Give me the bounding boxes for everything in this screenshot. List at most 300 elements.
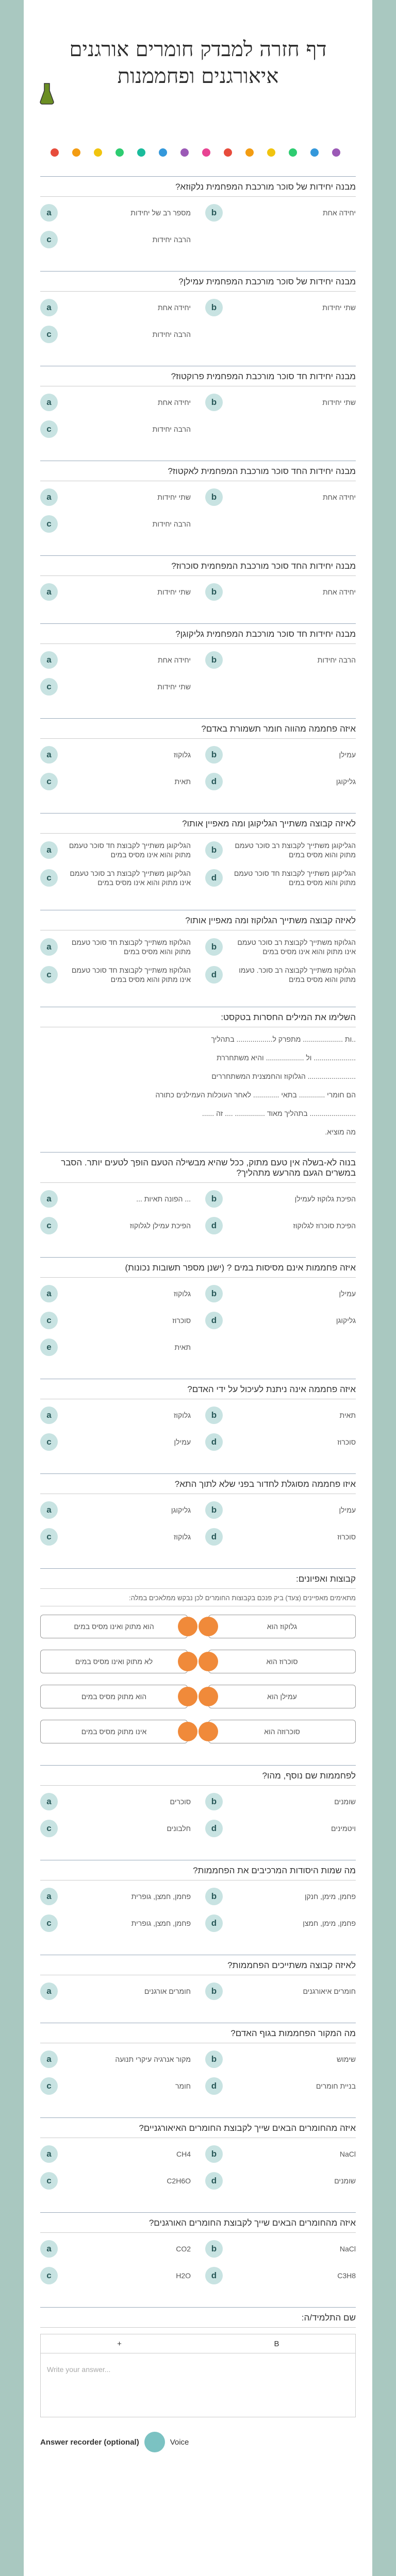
decor-dot (224, 148, 232, 157)
page-title: דף חזרה למבדק חומרים אורגנים איאורגנים ופחממנות (69, 38, 327, 88)
answer-option[interactable] (40, 678, 191, 696)
answer-option[interactable] (205, 1190, 356, 1208)
decor-dot (51, 148, 59, 157)
option-text: חלבונים (167, 1824, 191, 1833)
option-text: H2O (176, 2272, 191, 2280)
answer-option[interactable] (40, 1982, 191, 2000)
option-text: סוכרים (170, 1798, 191, 1806)
matching-grid (40, 1606, 356, 1752)
answer-option[interactable] (205, 1820, 356, 1837)
option-letter[interactable]: a (40, 1888, 58, 1905)
fill-line[interactable]: הם חומרי ............. בתאי ............. לאחר העוכלות העמילנים כתורה (155, 1091, 356, 1099)
option-text: הגלוקוז משתייך לקבוצה רב סוכר. טעמו מתוק והוא מסיס במים (239, 966, 356, 984)
decor-dot (116, 148, 124, 157)
match-handle[interactable] (199, 1652, 218, 1671)
question-title: לאיזה קבוצה משתייך הגלוקוז ומה מאפיין אותו? (40, 910, 356, 930)
option-letter[interactable]: b (205, 1888, 223, 1905)
option-text: סוכרוז (337, 1533, 356, 1541)
option-letter[interactable]: a (40, 2050, 58, 2068)
answer-option[interactable] (40, 1501, 191, 1519)
question-block (40, 2023, 356, 2104)
decor-dot (332, 148, 340, 157)
answer-option[interactable] (40, 746, 191, 764)
option-letter[interactable]: d (205, 1528, 223, 1546)
option-text: שתי יחידות (157, 683, 191, 691)
option-letter[interactable]: b (205, 938, 223, 956)
option-letter[interactable]: c (40, 1312, 58, 1329)
fill-line[interactable]: ........................ הגלוקוז והחמצנית המשתחררים (211, 1072, 356, 1080)
options-grid (40, 1183, 356, 1244)
answer-option[interactable] (40, 869, 191, 887)
answer-option[interactable] (40, 651, 191, 669)
fill-line[interactable]: ....................... בתהליך מאוד ............... .... זה ...... (202, 1109, 356, 1117)
option-letter[interactable]: b (205, 1793, 223, 1810)
question-title: בנוה לא-בשלה אין טעם מתוק, ככל שהיא מבשילה הטעם הופך לטעים יותר. הסבר במשרים הגעם מהרעש מתהליך? (40, 1153, 356, 1183)
answer-option[interactable] (205, 299, 356, 316)
option-text: יחידה אחת (323, 493, 356, 501)
match-handle[interactable] (178, 1687, 197, 1706)
option-text: CO2 (176, 2245, 191, 2253)
options-grid (40, 1399, 356, 1460)
option-text: גליקוגן (336, 777, 356, 786)
question-title: איזה פחממה מהווה חומר תשמורת באדם? (40, 719, 356, 739)
answer-option[interactable] (40, 420, 191, 438)
option-letter[interactable]: c (40, 1820, 58, 1837)
match-left-item[interactable]: לא מתוק ואינו מסיס במים (40, 1650, 188, 1673)
answer-option[interactable] (205, 204, 356, 222)
option-text: גלוקוז (173, 1533, 191, 1541)
option-text: סוכרוז (172, 1316, 191, 1325)
answer-option[interactable] (205, 583, 356, 601)
option-text: חומרים אורגנים (144, 1987, 191, 1995)
option-letter[interactable]: a (40, 1406, 58, 1424)
answer-placeholder[interactable]: Write your answer... (47, 2365, 111, 2374)
option-letter[interactable]: d (205, 1820, 223, 1837)
option-letter[interactable]: c (40, 1433, 58, 1451)
question-block (40, 1257, 356, 1365)
answer-option[interactable] (205, 2267, 356, 2284)
option-text: פחמן, חמצן, גופרית (131, 1892, 191, 1901)
question-title: לאיזה קבוצה משתייך הגליקוגן ומה מאפיין אותו? (40, 814, 356, 834)
answer-option[interactable] (205, 2240, 356, 2258)
answer-option[interactable] (40, 1312, 191, 1329)
answer-option[interactable] (205, 1528, 356, 1546)
option-letter[interactable]: b (205, 2240, 223, 2258)
question-title: מה שמות היסודות המרכיבים את הפחממות? (40, 1860, 356, 1880)
match-right-item[interactable]: סוכרוזה הוא (208, 1720, 356, 1743)
option-letter[interactable]: c (40, 515, 58, 533)
option-letter[interactable]: d (205, 1433, 223, 1451)
question-block (40, 366, 356, 447)
answer-option[interactable] (40, 1217, 191, 1234)
option-letter[interactable]: a (40, 299, 58, 316)
toolbar-plus[interactable]: + (117, 2339, 122, 2348)
option-letter[interactable]: a (40, 394, 58, 411)
answer-option[interactable] (40, 299, 191, 316)
fill-in-block (40, 1007, 356, 1139)
option-text: NaCl (339, 2245, 356, 2253)
question-block (40, 718, 356, 800)
options-grid (40, 1975, 356, 2009)
options-grid (40, 481, 356, 542)
answer-option[interactable] (40, 841, 191, 859)
option-letter[interactable]: a (40, 2240, 58, 2258)
question-title: מה המקור הפחממות בגוף האדם? (40, 2023, 356, 2043)
match-right-item[interactable]: עמילן הוא (208, 1685, 356, 1708)
answer-option[interactable] (40, 1888, 191, 1905)
question-block (40, 1860, 356, 1941)
options-grid (40, 930, 356, 993)
decor-dot (310, 148, 319, 157)
decor-dot (72, 148, 80, 157)
question-block (40, 1152, 356, 1244)
answer-option[interactable] (40, 2267, 191, 2284)
option-text: עמילן (339, 1290, 356, 1298)
option-letter[interactable]: b (205, 204, 223, 222)
question-title: מבנה יחידות של סוכר מורכבת המפחמית עמילן? (40, 272, 356, 292)
answer-option[interactable] (205, 2145, 356, 2163)
fill-line[interactable]: ..................... ול ................... והיא משתחררת (217, 1054, 356, 1062)
option-letter[interactable]: d (205, 869, 223, 887)
option-letter[interactable]: c (40, 678, 58, 696)
option-text: מספר רב של יחידות (130, 209, 191, 217)
option-letter[interactable]: b (205, 841, 223, 859)
option-text: CH4 (176, 2150, 191, 2158)
option-letter[interactable]: d (205, 1914, 223, 1932)
option-letter[interactable]: b (205, 2050, 223, 2068)
answer-recorder (40, 2432, 356, 2452)
answer-option[interactable] (205, 394, 356, 411)
answer-toolbar (41, 2334, 355, 2353)
fill-line[interactable]: מה מוציא. (325, 1128, 356, 1136)
option-letter[interactable]: a (40, 1190, 58, 1208)
answer-option[interactable] (40, 965, 191, 984)
match-left-item[interactable]: הוא מתוק ואינו מסיס במים (40, 1615, 188, 1638)
options-grid (40, 834, 356, 896)
answer-option[interactable] (40, 1433, 191, 1451)
options-grid (40, 1786, 356, 1846)
answer-option[interactable] (40, 2145, 191, 2163)
question-title: מבנה יחידות של סוכר מורכבת המפחמית נלקוזא? (40, 177, 356, 197)
answer-option[interactable] (40, 1914, 191, 1932)
match-right-item[interactable]: סוכרוז הוא (208, 1650, 356, 1673)
option-letter[interactable]: b (205, 1190, 223, 1208)
match-handle[interactable] (178, 1652, 197, 1671)
option-letter[interactable]: a (40, 2145, 58, 2163)
option-text: מקור אנרגיה עיקרי תנועה (115, 2055, 191, 2063)
decor-dot (202, 148, 210, 157)
question-title: לאיזה קבוצה משתייכים הפחממות? (40, 1955, 356, 1975)
answer-option[interactable] (40, 1406, 191, 1424)
option-letter[interactable]: b (205, 1501, 223, 1519)
answer-option[interactable] (40, 2240, 191, 2258)
toolbar-bold[interactable]: B (274, 2339, 279, 2348)
option-text: עמילן (339, 751, 356, 759)
option-letter[interactable]: c (40, 231, 58, 248)
options-grid (40, 576, 356, 610)
answer-option[interactable] (40, 515, 191, 533)
answer-option[interactable] (205, 746, 356, 764)
answer-option[interactable] (205, 1501, 356, 1519)
options-grid (40, 197, 356, 258)
answer-option[interactable] (40, 1793, 191, 1810)
answer-option[interactable] (205, 1217, 356, 1234)
option-letter[interactable]: d (205, 1217, 223, 1234)
option-text: שתי יחידות (157, 588, 191, 596)
option-letter[interactable]: c (40, 420, 58, 438)
decor-dot (245, 148, 254, 157)
option-text: גלוקוז (173, 751, 191, 759)
option-text: C3H8 (337, 2272, 356, 2280)
option-letter[interactable]: d (205, 2172, 223, 2190)
option-letter[interactable]: d (205, 966, 223, 984)
option-text: הגלוקוז משתייך לקבוצת חד סוכר טעמם אינו מתוק והוא מסיס במים (71, 966, 191, 984)
question-title: קבוצות ואפיונים: (40, 1569, 356, 1589)
option-letter[interactable]: a (40, 204, 58, 222)
option-text: תאית (339, 1411, 356, 1419)
option-letter[interactable]: a (40, 583, 58, 601)
options-grid (40, 386, 356, 447)
answer-box[interactable] (40, 2334, 356, 2417)
option-text: C2H6O (167, 2177, 191, 2185)
option-text: הפיכת עמילן לגלוקוז (129, 1222, 191, 1230)
match-handle[interactable] (199, 1617, 218, 1636)
answer-option[interactable] (40, 204, 191, 222)
option-text: הרבה יחידות (317, 656, 356, 664)
question-title: שם התלמיד/ה: (40, 2308, 356, 2328)
answer-option[interactable] (205, 841, 356, 859)
options-grid (40, 644, 356, 705)
question-block (40, 910, 356, 993)
fill-line[interactable]: ..ות .................... מתפרק ל.................. בתהליך (211, 1035, 356, 1043)
answer-option[interactable] (205, 2050, 356, 2068)
option-letter[interactable]: b (205, 2145, 223, 2163)
option-letter[interactable]: a (40, 488, 58, 506)
option-text: פחמן, מימן, חנקן (304, 1892, 356, 1901)
option-text: פחמן, חמצן, גופרית (131, 1919, 191, 1927)
answer-option[interactable] (205, 1406, 356, 1424)
options-grid (40, 292, 356, 352)
question-title: איזה פחממה אינה ניתנת לעיכול על ידי האדם? (40, 1379, 356, 1399)
option-text: NaCl (339, 2150, 356, 2158)
decor-dot (159, 148, 167, 157)
option-letter[interactable]: b (205, 1982, 223, 2000)
option-text: שתי יחידות (157, 493, 191, 501)
option-letter[interactable]: b (205, 1406, 223, 1424)
option-text: יחידה אחת (158, 303, 191, 312)
option-text: ויטמינים (331, 1824, 356, 1833)
worksheet (24, 0, 372, 2576)
option-text: הגלוקוז משתייך לקבוצת חד סוכר טעמם מתוק והוא מסיס במים (71, 938, 191, 956)
answer-option[interactable] (205, 1888, 356, 1905)
option-text: הרבה יחידות (152, 235, 191, 244)
options-grid (40, 1278, 356, 1365)
option-text: יחידה אחת (158, 398, 191, 406)
option-text: שתי יחידות (322, 398, 356, 406)
answer-option[interactable] (40, 326, 191, 343)
decor-dot (180, 148, 189, 157)
match-left-item[interactable]: אינו מתוק מסיס במים (40, 1720, 188, 1743)
answer-option[interactable] (40, 773, 191, 790)
match-handle[interactable] (178, 1722, 197, 1741)
option-letter[interactable]: d (205, 2077, 223, 2095)
question-title: איזו פחממה מסוגלת לחדור בפני שלא לתוך התא? (40, 1474, 356, 1494)
question-block (40, 2117, 356, 2199)
option-text: יחידה אחת (323, 588, 356, 596)
answer-option[interactable] (205, 1433, 356, 1451)
answer-option[interactable] (205, 651, 356, 669)
question-block (40, 271, 356, 352)
option-text: הרבה יחידות (152, 425, 191, 433)
option-text: הרבה יחידות (152, 330, 191, 338)
matching-instructions: מתאימים מאפיינים (צעד) ביק פנכם בקבוצות החומרים לכן נבקש ממלאכים במלה: (40, 1589, 356, 1606)
answer-option[interactable] (40, 394, 191, 411)
option-letter[interactable]: a (40, 841, 58, 859)
option-text: חומרים איאורגנים (303, 1987, 356, 1995)
question-title: מבנה יחידות החד סוכר מורכבת המפחמית סוכרוז? (40, 556, 356, 576)
option-letter[interactable]: c (40, 2172, 58, 2190)
option-letter[interactable]: b (205, 488, 223, 506)
options-grid (40, 1494, 356, 1555)
answer-option[interactable] (40, 1338, 191, 1356)
option-letter[interactable]: d (205, 773, 223, 790)
question-title: איזה מהחומרים הבאים שייך לקבוצת החומרים האורגנים? (40, 2213, 356, 2233)
option-letter[interactable]: a (40, 1793, 58, 1810)
option-letter[interactable]: c (40, 1914, 58, 1932)
option-text: שומנים (334, 1798, 356, 1806)
option-letter[interactable]: c (40, 966, 58, 984)
match-handle[interactable] (199, 1722, 218, 1741)
answer-option[interactable] (205, 2077, 356, 2095)
option-letter[interactable]: b (205, 651, 223, 669)
answer-option[interactable] (40, 1528, 191, 1546)
answer-option[interactable] (40, 938, 191, 956)
answer-option[interactable] (40, 1285, 191, 1302)
question-block (40, 623, 356, 705)
question-title: מבנה יחידות החד סוכר מורכבת המפחמית לאקטוז? (40, 461, 356, 481)
option-letter[interactable]: a (40, 651, 58, 669)
option-letter[interactable]: c (40, 1528, 58, 1546)
answer-option[interactable] (205, 1914, 356, 1932)
match-right-item[interactable]: גלוקוז הוא (208, 1615, 356, 1638)
matching-block (40, 1568, 356, 1752)
match-handle[interactable] (178, 1617, 197, 1636)
option-text: הגלוקוז משתייך לקבוצת רב סוכר טעמם אינו מתוק והוא אינו מסיס במים (237, 938, 356, 956)
answer-option[interactable] (40, 231, 191, 248)
answer-option[interactable] (40, 1820, 191, 1837)
answer-option[interactable] (205, 2172, 356, 2190)
decor-dot (94, 148, 102, 157)
option-letter[interactable]: c (40, 2267, 58, 2284)
answer-option[interactable] (205, 488, 356, 506)
option-letter[interactable]: b (205, 1285, 223, 1302)
question-block (40, 2212, 356, 2294)
option-text: הרבה יחידות (152, 520, 191, 528)
option-text: גליקוגן (336, 1316, 356, 1325)
option-text: גלוקוז (173, 1411, 191, 1419)
decor-dot (137, 148, 145, 157)
option-letter[interactable]: c (40, 773, 58, 790)
option-text: הגליקוגן משתייך לקבוצת חד סוכר טעמם מתוק והוא אינו מסיס במים (69, 841, 191, 859)
answer-option[interactable] (205, 1982, 356, 2000)
question-block (40, 461, 356, 542)
option-text: חומר (175, 2082, 191, 2090)
option-letter[interactable]: b (205, 746, 223, 764)
answer-option[interactable] (205, 1285, 356, 1302)
question-title: מבנה יחידות חד סוכר מורכבת המפחמית גליקוגן? (40, 624, 356, 644)
flask-icon (39, 82, 55, 105)
option-text: שומנים (334, 2177, 356, 2185)
option-text: הפיכת גלוקוז לעמילן (294, 1195, 356, 1203)
options-grid (40, 2043, 356, 2104)
colored-dots-row (40, 144, 356, 163)
option-letter[interactable]: c (40, 326, 58, 343)
answer-option[interactable] (205, 965, 356, 984)
voice-button[interactable] (144, 2432, 165, 2452)
option-letter[interactable]: a (40, 1982, 58, 2000)
option-letter[interactable]: b (205, 394, 223, 411)
option-letter[interactable]: c (40, 2077, 58, 2095)
option-text: תאית (174, 777, 191, 786)
option-letter[interactable]: b (205, 299, 223, 316)
options-grid (40, 1880, 356, 1941)
answer-option[interactable] (40, 488, 191, 506)
option-letter[interactable]: d (205, 1312, 223, 1329)
answer-option[interactable] (40, 583, 191, 601)
match-handle[interactable] (199, 1687, 218, 1706)
answer-option[interactable] (205, 938, 356, 956)
option-letter[interactable]: a (40, 746, 58, 764)
option-text: גליקוגן (171, 1506, 191, 1514)
question-block (40, 555, 356, 610)
option-letter[interactable]: c (40, 869, 58, 887)
decor-dot (289, 148, 297, 157)
header (24, 0, 372, 144)
option-letter[interactable]: a (40, 1285, 58, 1302)
answer-option[interactable] (40, 2050, 191, 2068)
match-left-item[interactable]: הוא מתוק מסיס במים (40, 1685, 188, 1708)
answer-option[interactable] (40, 2172, 191, 2190)
option-letter[interactable]: e (40, 1338, 58, 1356)
answer-option[interactable] (205, 1312, 356, 1329)
option-letter[interactable]: d (205, 2267, 223, 2284)
option-letter[interactable]: a (40, 1501, 58, 1519)
question-title: איזה מהחומרים הבאים שייך לקבוצת החומרים האיאורגניים? (40, 2118, 356, 2138)
option-text: תאית (174, 1343, 191, 1351)
option-text: הפיכת סוכרוז לגלוקוז (293, 1222, 356, 1230)
answer-option[interactable] (40, 1190, 191, 1208)
option-text: גלוקוז (173, 1290, 191, 1298)
question-block (40, 1765, 356, 1846)
question-title: לפחממות שם נוסף, מהו? (40, 1766, 356, 1786)
option-letter[interactable]: b (205, 583, 223, 601)
answer-option[interactable] (205, 869, 356, 887)
option-text: בניית חומרים (316, 2082, 356, 2090)
voice-label: Voice (170, 2437, 189, 2447)
option-text: יחידה אחת (158, 656, 191, 664)
recorder-label: Answer recorder (optional) (40, 2437, 139, 2447)
option-text: פחמן, מימן, חמצן (303, 1919, 356, 1927)
option-letter[interactable]: c (40, 1217, 58, 1234)
question-title: איזה פחממות אינם מסיסות במים ? (ישנן מספר תשובות נכונות) (40, 1258, 356, 1278)
question-block (40, 1473, 356, 1555)
answer-option[interactable] (205, 1793, 356, 1810)
answer-option[interactable] (40, 2077, 191, 2095)
option-letter[interactable]: a (40, 938, 58, 956)
option-text: שימוש (336, 2055, 356, 2063)
option-text: ... הפונה תאיות ... (136, 1195, 191, 1203)
answer-option[interactable] (205, 773, 356, 790)
